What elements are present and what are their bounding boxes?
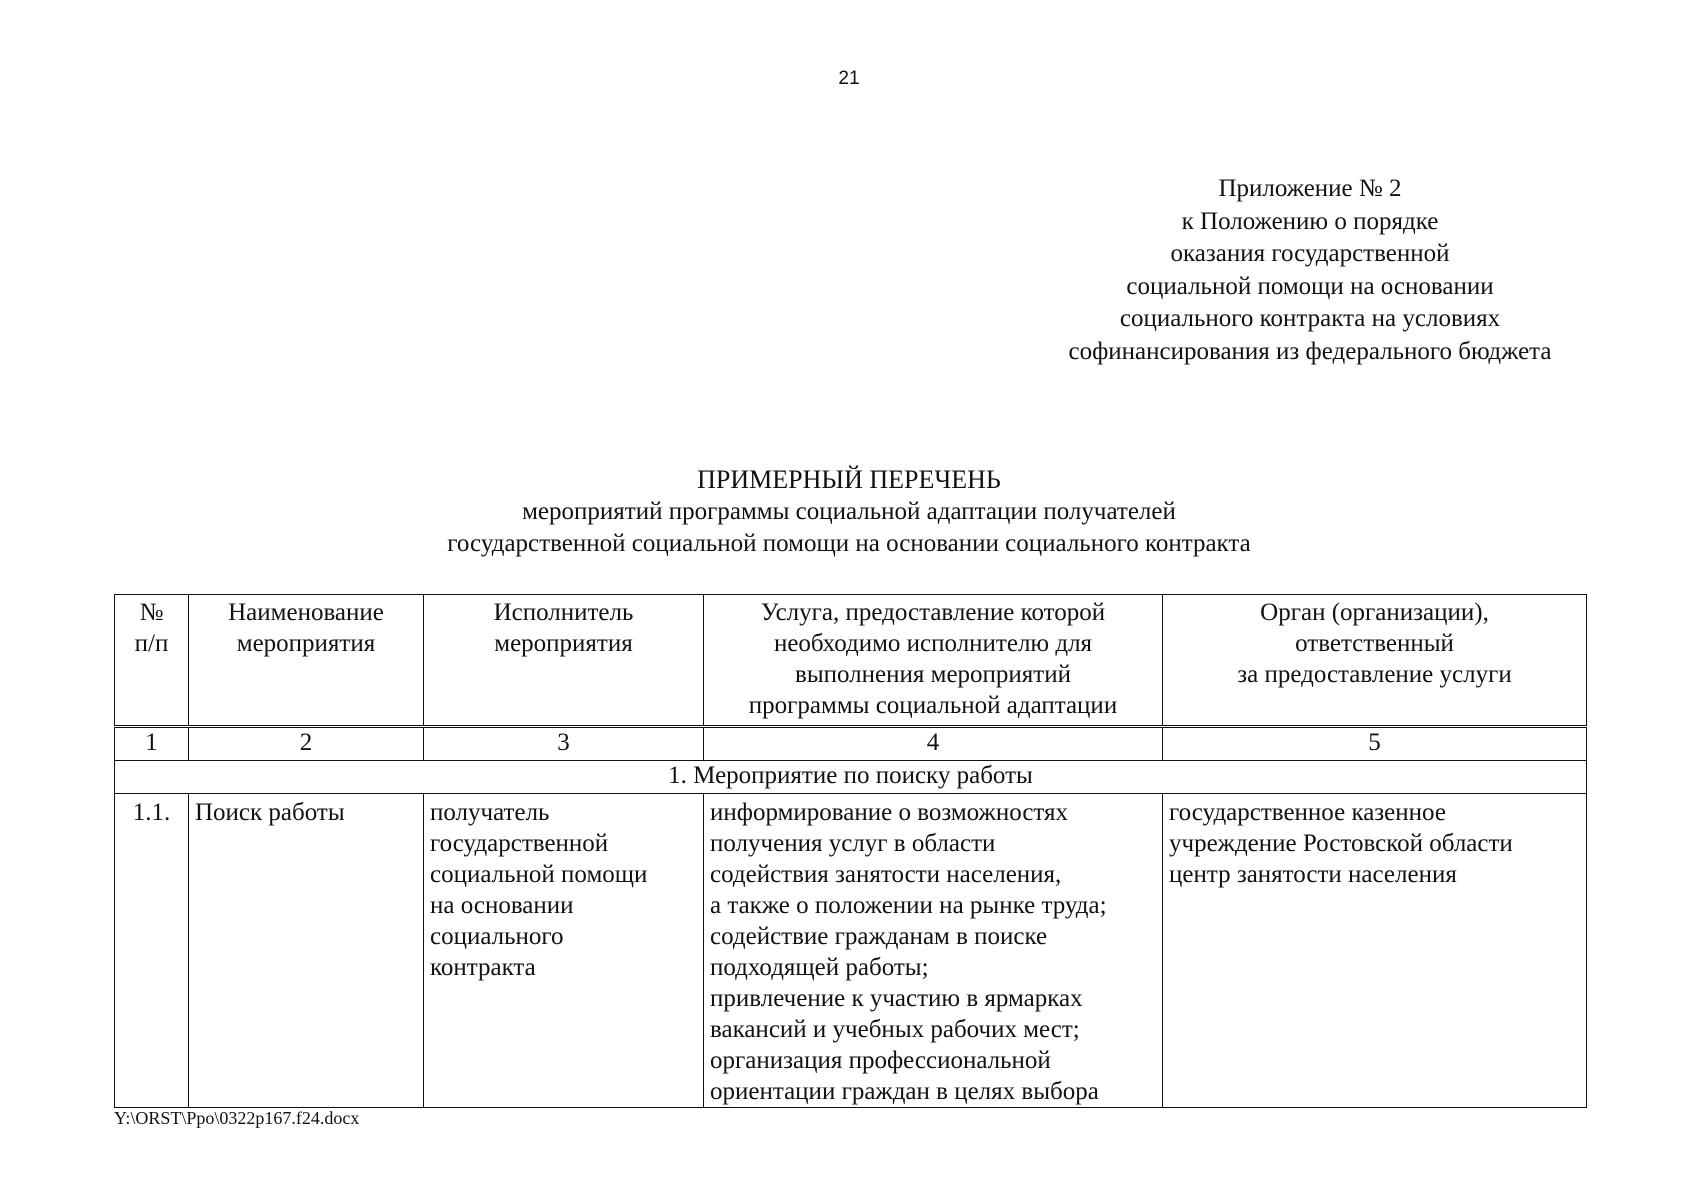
header-number: № п/п	[115, 595, 189, 727]
page-number: 21	[838, 68, 860, 89]
column-number: 3	[424, 727, 704, 761]
table-header-row	[115, 595, 1587, 727]
column-number: 4	[704, 727, 1163, 761]
appendix-line: социальной помощи на основании	[1126, 272, 1494, 300]
document-subtitle-line: мероприятий программы социальной адаптации получателей	[522, 498, 1176, 525]
appendix-line: софинансирования из федерального бюджета	[1068, 337, 1552, 365]
header-executor: Исполнитель мероприятия	[424, 595, 704, 727]
header-service: Услуга, предоставление которой необходимо исполнителю для выполнения мероприятий программы социальной адаптации	[704, 595, 1163, 727]
column-number: 1	[115, 727, 189, 761]
header-activity-name: Наименование мероприятия	[189, 595, 424, 727]
row-number: 1.1.	[115, 794, 189, 1108]
activities-table	[114, 594, 1587, 1108]
document-subtitle-line: государственной социальной помощи на основании социального контракта	[447, 530, 1251, 557]
section-row	[115, 761, 1587, 794]
appendix-line: социального контракта на условиях	[1119, 305, 1501, 332]
appendix-line: к Положению о порядке	[1181, 207, 1439, 235]
table-row	[115, 794, 1587, 1108]
document-title: ПРИМЕРНЫЙ ПЕРЕЧЕНЬ	[697, 465, 1001, 494]
document-heading	[0, 464, 1698, 560]
column-number: 2	[189, 727, 424, 761]
row-service: информирование о возможностях получения услуг в области содействия занятости населения, а также о положении на рынке труда; содействие гражданам в поиске подходящей работы; привлечение к участию в ярмарках вакансий и учебных рабочих мест; организация профессиональной ориентации граждан в целях выбора	[704, 794, 1163, 1108]
section-title: 1. Мероприятие по поиску работы	[115, 761, 1587, 794]
column-number-row	[115, 727, 1587, 761]
appendix-block	[1030, 173, 1590, 368]
column-number: 5	[1163, 727, 1587, 761]
appendix-line: оказания государственной	[1170, 240, 1450, 267]
appendix-line: Приложение № 2	[1218, 175, 1402, 202]
row-activity-name: Поиск работы	[189, 794, 424, 1108]
row-executor: получатель государственной социальной помощи на основании социального контракта	[424, 794, 704, 1108]
row-responsible-organ: государственное казенное учреждение Ростовской области центр занятости населения	[1163, 794, 1587, 1108]
header-responsible-organ: Орган (организации), ответственный за предоставление услуги	[1163, 595, 1587, 727]
file-path-footer: Y:\ORST\Ppo\0322p167.f24.docx	[114, 1108, 360, 1128]
